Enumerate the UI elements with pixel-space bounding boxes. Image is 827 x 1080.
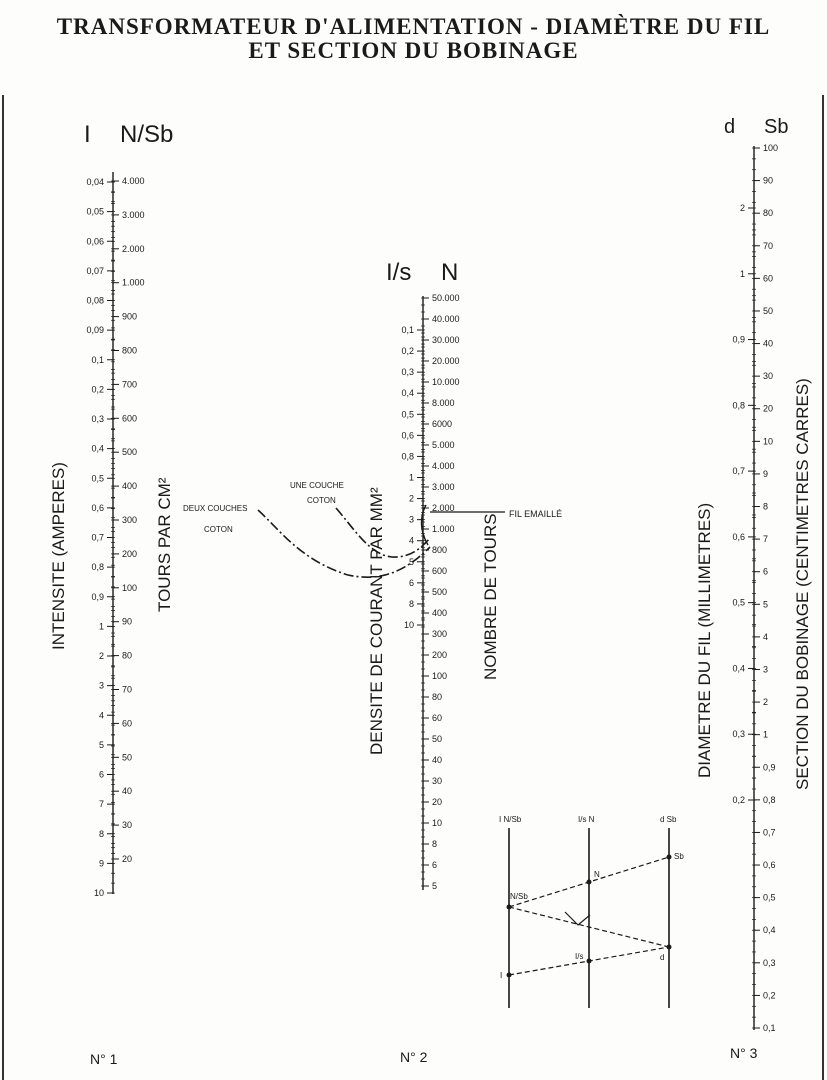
scale2-left-tick-label-8: 2 (408, 493, 414, 504)
scale2-right-tick-label-25: 10 (432, 818, 443, 828)
scale2-left-tick-label-9: 3 (408, 514, 414, 525)
scale1-left-tick-label-7: 0,2 (91, 384, 104, 395)
scale2-right-tick-label-26: 8 (432, 839, 438, 849)
scale1-left-tick-label-16: 2 (98, 651, 104, 661)
scale2-right-tick-label-20: 60 (432, 713, 443, 723)
scale3-right-tick-label-5: 50 (763, 305, 774, 316)
scale1-right-tick-label-17: 50 (122, 752, 133, 763)
scale1-right-tick-label-5: 800 (122, 345, 138, 356)
scale2-right-tick-label-4: 10.000 (432, 377, 460, 387)
scale2-right-tick-label-24: 20 (432, 797, 443, 807)
scale3-right-tick-label-27: 0,1 (763, 1023, 776, 1033)
annotation-coton-b: COTON (307, 496, 336, 505)
scale1-left-tick-label-22: 8 (98, 828, 104, 839)
inset-label-sb: Sb (674, 852, 684, 861)
scale1-head-left: I (84, 121, 91, 148)
inset-head-3: d Sb (660, 815, 677, 824)
scale3-left-tick-label-1: 1 (739, 268, 745, 279)
scale2-right-tick-label-0: 50.000 (432, 293, 460, 303)
inset-point-is (587, 959, 592, 964)
inset-point-d (667, 945, 672, 950)
scale3-right-tick-label-11: 8 (763, 501, 769, 512)
scale1-left-tick-label-21: 7 (98, 799, 104, 810)
scale3-right-tick-label-19: 0,9 (763, 762, 776, 773)
scale2-head-left: I/s (386, 259, 412, 286)
scale1-left-tick-label-17: 3 (98, 680, 104, 691)
scale2-left-tick-label-2: 0,3 (401, 367, 414, 378)
inset-label-d: d (660, 953, 665, 962)
scale1-right-tick-label-1: 3.000 (122, 209, 145, 220)
scale1-left-tick-label-14: 0,9 (91, 591, 104, 602)
inset-label-is: I/s (575, 952, 584, 961)
scale1-left-tick-label-8: 0,3 (91, 414, 104, 424)
scale1-right-tick-label-7: 600 (122, 413, 138, 424)
scale3-right-tick-label-10: 9 (763, 468, 769, 479)
scale1-left-tick-label-13: 0,8 (91, 562, 104, 573)
scale2-right-tick-label-6: 6000 (432, 419, 453, 429)
scale1-right-tick-label-4: 900 (122, 311, 138, 322)
scale2-right-tick-label-14: 500 (432, 587, 448, 597)
scale3-right-tick-label-20: 0,8 (763, 794, 776, 805)
scale1-right-tick-label-10: 300 (122, 515, 138, 525)
scale1-right-tick-label-0: 4.000 (122, 176, 145, 186)
scale3-right-tick-label-14: 5 (763, 599, 769, 610)
scale2-right-tick-label-1: 40.000 (432, 314, 460, 324)
scale3-right-tick-label-25: 0,3 (763, 957, 776, 968)
scale1-left-tick-label-2: 0,06 (86, 236, 104, 247)
scale3-left-tick-label-3: 0,8 (732, 400, 745, 411)
scale1-left-tick-label-6: 0,1 (91, 354, 104, 365)
scale2-right-tick-label-9: 3.000 (432, 482, 455, 492)
scale1-right-tick-label-20: 20 (122, 854, 133, 864)
annotation-une-couche: UNE COUCHE (290, 481, 344, 490)
scale3-left-tick-label-8: 0,3 (732, 729, 745, 740)
scale2-right-tick-label-12: 800 (432, 545, 448, 555)
scale1-left-tick-label-4: 0,08 (86, 295, 104, 306)
scale3-right-tick-label-21: 0,7 (763, 827, 776, 838)
scale3-axis-label-right: SECTION DU BOBINAGE (CENTIMETRES CARRES) (793, 378, 812, 790)
scale1-right-tick-label-15: 70 (122, 684, 133, 695)
title-line-1: TRANSFORMATEUR D'ALIMENTATION - DIAMÈTRE DU FIL (56, 14, 771, 39)
scale2-left-tick-label-0: 0,1 (401, 325, 414, 335)
scale2-axis-label-right: NOMBRE DE TOURS (481, 513, 500, 680)
inset-tick-mark (565, 912, 590, 925)
usage-example-inset (499, 815, 684, 1008)
scale1-ticks (86, 176, 144, 898)
scale2-right-tick-label-22: 40 (432, 755, 443, 765)
scale1-right-tick-label-19: 30 (122, 820, 133, 831)
scale3-right-tick-label-15: 4 (763, 631, 769, 642)
scale1-right-tick-label-14: 80 (122, 650, 133, 661)
scale1-right-tick-label-3: 1.000 (122, 277, 145, 288)
scale2-left-tick-label-7: 1 (408, 472, 414, 483)
inset-label-i: I (500, 971, 503, 980)
scale3-left-tick-label-2: 0,9 (732, 334, 745, 345)
scale2-left-tick-label-3: 0,4 (401, 388, 414, 399)
curve-deux-couches (258, 510, 430, 577)
scale2-right-tick-label-11: 1.000 (432, 524, 455, 534)
scale3-right-tick-label-13: 6 (763, 566, 769, 577)
scale1-left-tick-label-10: 0,5 (91, 473, 104, 484)
inset-point-i (507, 973, 512, 978)
scale3-right-tick-label-6: 40 (763, 338, 774, 349)
scale2-left-tick-label-1: 0,2 (401, 346, 414, 357)
scale2-right-tick-label-23: 30 (432, 776, 443, 786)
scale1-left-tick-label-0: 0,04 (86, 177, 104, 187)
scale3-right-tick-label-26: 0,2 (763, 990, 776, 1001)
scale1-left-tick-label-23: 9 (98, 858, 104, 869)
scale2-right-tick-label-8: 4.000 (432, 461, 455, 471)
scale2-left-tick-label-14: 10 (403, 620, 414, 630)
scale1-right-tick-label-12: 100 (122, 582, 138, 593)
scale3-ticks (732, 143, 778, 1033)
scale2-left-tick-label-4: 0,5 (401, 409, 414, 420)
scale2-footer: N° 2 (400, 1049, 428, 1065)
scale1-axis-label-right: TOURS PAR CM² (155, 477, 174, 612)
scale3-right-tick-label-2: 80 (763, 208, 774, 219)
annotation-deux-couches: DEUX COUCHES (183, 504, 248, 513)
scale1-right-tick-label-9: 400 (122, 481, 138, 492)
scale1-right-tick-label-6: 700 (122, 379, 138, 390)
scale3-footer: N° 3 (730, 1045, 758, 1061)
scale3-left-tick-label-0: 2 (739, 203, 745, 213)
scale1-right-tick-label-11: 200 (122, 548, 138, 559)
scale3-right-tick-label-1: 90 (763, 175, 774, 186)
scale3-right-tick-label-12: 7 (763, 534, 769, 545)
scale1-left-tick-label-5: 0,09 (86, 325, 104, 336)
scale1-left-tick-label-12: 0,7 (91, 532, 104, 543)
title-line-2: ET SECTION DU BOBINAGE (248, 38, 579, 63)
scale3-head-left: d (724, 116, 736, 138)
scale2-left-tick-label-6: 0,8 (401, 451, 414, 462)
scale2-right-tick-label-3: 20.000 (432, 356, 460, 366)
scale2-right-tick-label-27: 6 (432, 860, 438, 870)
scale3-axis-label-left: DIAMETRE DU FIL (MILLIMETRES) (695, 502, 714, 778)
inset-point-sb (667, 855, 672, 860)
scale3-right-tick-label-3: 70 (763, 240, 774, 251)
scale2-left-tick-label-13: 8 (408, 598, 414, 609)
inset-point-n (587, 880, 592, 885)
scale3-right-tick-label-8: 20 (763, 403, 774, 414)
scale3-left-tick-label-6: 0,5 (732, 597, 745, 608)
scale1-left-tick-label-3: 0,07 (86, 265, 104, 276)
scale2-right-tick-label-5: 8.000 (432, 398, 455, 408)
scale2-right-tick-label-17: 200 (432, 650, 448, 660)
scale1-left-tick-label-24: 10 (93, 888, 104, 898)
scale3-right-tick-label-23: 0,5 (763, 892, 776, 903)
scale1-left-tick-label-20: 6 (98, 769, 104, 780)
scale3-right-tick-label-7: 30 (763, 371, 774, 382)
scale3-right-tick-label-17: 2 (763, 697, 769, 708)
scale3-left-tick-label-7: 0,4 (732, 663, 745, 674)
scale1-left-tick-label-11: 0,6 (91, 502, 104, 513)
scale2-right-tick-label-2: 30.000 (432, 335, 460, 345)
scale1-right-tick-label-18: 40 (122, 786, 133, 797)
scale2-left-tick-label-10: 4 (408, 535, 414, 546)
scale3-right-tick-label-9: 10 (763, 436, 774, 447)
scale2-axis-label-left: DENSITE DE COURANT PAR MM² (367, 487, 386, 755)
scale1-right-tick-label-2: 2.000 (122, 243, 145, 254)
scale3-left-tick-label-5: 0,6 (732, 531, 745, 542)
scale1-left-tick-label-18: 4 (98, 710, 104, 721)
scale1-footer: N° 1 (90, 1051, 118, 1067)
scale3-right-tick-label-24: 0,4 (763, 925, 776, 936)
scale1-axis-label-left: INTENSITE (AMPERES) (49, 462, 68, 650)
scale2-left-tick-label-12: 6 (408, 577, 414, 588)
scale2-ticks (401, 293, 459, 891)
scale2-right-tick-label-18: 100 (432, 671, 448, 681)
scale2-left-tick-label-11: 5 (408, 556, 414, 567)
scale2-left-tick-label-5: 0,6 (401, 430, 414, 441)
inset-head-1: I N/Sb (499, 815, 522, 824)
scale2-right-tick-label-15: 400 (432, 608, 448, 618)
scale1-head-right: N/Sb (120, 121, 174, 148)
inset-label-n: N (594, 870, 600, 879)
scale2-right-tick-label-7: 5.000 (432, 440, 455, 450)
scale1-right-tick-label-8: 500 (122, 447, 138, 458)
scale2-right-tick-label-28: 5 (432, 881, 438, 891)
scale1-left-tick-label-19: 5 (98, 739, 104, 750)
scale1-left-tick-label-9: 0,4 (91, 443, 104, 454)
scale1-right-tick-label-16: 60 (122, 718, 133, 729)
inset-point-nsb (507, 905, 512, 910)
scale1-left-tick-label-15: 1 (98, 621, 104, 632)
scale2-right-tick-label-16: 300 (432, 629, 448, 639)
scale2-right-tick-label-13: 600 (432, 566, 448, 576)
scale2-right-tick-label-19: 80 (432, 692, 443, 702)
scale3-head-right: Sb (764, 116, 789, 138)
scale1-right-tick-label-13: 90 (122, 616, 133, 627)
scale3-left-tick-label-4: 0,7 (732, 466, 745, 477)
scale3-right-tick-label-4: 60 (763, 273, 774, 284)
scale3-right-tick-label-16: 3 (763, 664, 769, 675)
scale3-right-tick-label-18: 1 (763, 729, 769, 740)
scale2-right-tick-label-21: 50 (432, 734, 443, 744)
scale3-right-tick-label-22: 0,6 (763, 860, 776, 871)
scale1-left-tick-label-1: 0,05 (86, 206, 104, 217)
inset-label-nsb: N/Sb (510, 892, 528, 901)
scale2-right-tick-label-10: 2.000 (432, 503, 455, 513)
annotation-fil-emaille: FIL EMAILLÉ (509, 509, 563, 519)
scale3-right-tick-label-0: 100 (763, 143, 779, 153)
inset-head-2: I/s N (578, 815, 595, 824)
annotation-coton-a: COTON (204, 525, 233, 534)
scale3-left-tick-label-9: 0,2 (732, 795, 745, 805)
scale2-head-right: N (441, 259, 459, 286)
